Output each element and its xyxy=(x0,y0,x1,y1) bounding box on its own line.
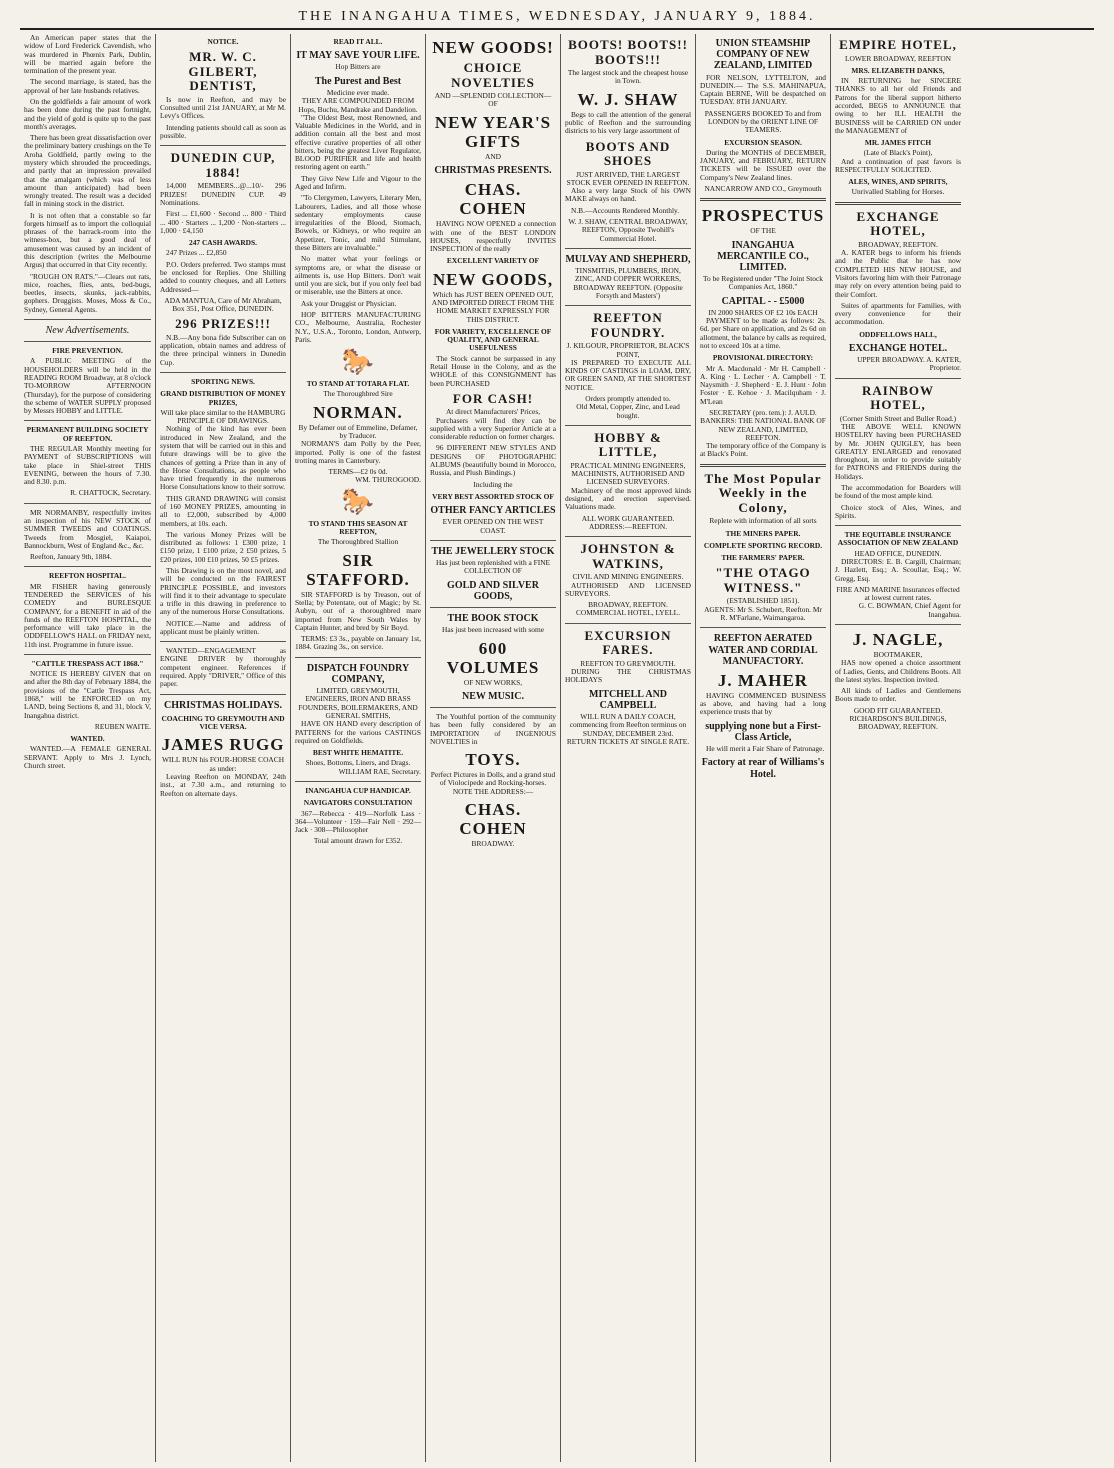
headline: Factory at rear of Williams's Hotel. xyxy=(701,757,825,780)
text-block: CIVIL AND MINING ENGINEERS. xyxy=(572,572,684,582)
text-block: Intending patients should call as soon as possible. xyxy=(160,122,286,141)
headline: CAPITAL - - £5000 xyxy=(721,295,805,307)
column-1 xyxy=(20,34,155,1462)
headline: UNION STEAMSHIP COMPANY OF NEW ZEALAND, LIMITED xyxy=(713,38,813,72)
headline: 296 PRIZES!!! xyxy=(175,316,271,332)
headline: NEW MUSIC. xyxy=(461,690,525,702)
text-block: ALL WORK GUARANTEED. xyxy=(581,513,675,523)
headline: J. NAGLE, xyxy=(852,629,944,649)
text-block: 367—Rebecca · 419—Norfolk Lass · 364—Volunteer · 159—Fair Nell · 292—Jack · 308—Philosopher xyxy=(295,808,421,835)
text-block: GOOD FIT GUARANTEED. xyxy=(853,705,943,715)
text-block: Including the xyxy=(473,479,513,489)
column-rule xyxy=(24,341,151,342)
column-rule xyxy=(835,202,961,205)
text-block: The second marriage, is stated, has the approval of her late husbands relatives. xyxy=(24,77,151,95)
headline: TO STAND THIS SEASON AT REEFTON, xyxy=(308,518,408,537)
headline: EXCHANGE HOTEL. xyxy=(848,342,948,354)
text-block: (ESTABLISHED 1851). xyxy=(726,596,800,606)
text-block: The accommodation for Boarders will be found of the most ample kind. xyxy=(835,483,961,501)
headline: SPORTING NEWS. xyxy=(191,377,255,387)
text-block: 247 Prizes ... £2,850 xyxy=(166,248,227,258)
text-block: And a continuation of past favors is RESPECTFULLY SOLICITED. xyxy=(835,156,961,174)
text-block: The Youthful portion of the community has been fully considered by an IMPORTATION of INGENIOUS NOVELTIES in xyxy=(430,712,556,746)
text-block: WILL RUN A DAILY COACH, commencing from Reefton terminus on SUNDAY, DECEMBER 23rd. xyxy=(569,711,687,738)
column-rule xyxy=(430,540,556,541)
text-block: W. J. SHAW, CENTRAL BROADWAY, REEFTON, Opposite Twohill's Commercial Hotel. xyxy=(568,217,688,243)
headline: FOR VARIETY, EXCELLENCE OF QUALITY, AND GENERAL USEFULNESS xyxy=(434,326,552,353)
text-block: REUBEN WAITE. xyxy=(94,721,151,731)
column-rule xyxy=(295,781,421,782)
text-block: 14,000 MEMBERS...@...10/- 296 PRIZES! DUNEDIN CUP. 49 Nominations. xyxy=(160,181,286,207)
text-block: PRACTICAL MINING ENGINEERS, MACHINISTS, AUTHORISED AND LICENSED SURVEYORS. xyxy=(570,460,686,487)
text-block: BROADWAY. xyxy=(471,839,515,849)
text-block: SIR STAFFORD is by Treason, out of Stella; by Potentate, out of Magic; by St. Aubyn, out of a thoroughbred mare imported from New South Wales by Captain Hunter, and bred by Sir Boyd. xyxy=(295,589,421,632)
text-block: He will merit a Fair Share of Patronage. xyxy=(706,744,825,754)
headline: JOHNSTON & WATKINS, xyxy=(580,541,676,571)
text-block: LOWER BROADWAY, REEFTON xyxy=(844,53,951,63)
headline: COACHING TO GREYMOUTH AND VICE VERSA. xyxy=(161,713,285,732)
headline: CHRISTMAS PRESENTS. xyxy=(434,165,552,177)
text-block: The various Money Prizes will be distributed as follows: 1 £300 prize, 1 £150 prize, 1 £100 prize, 2 £50 prizes, 5 £20 prizes, 100 £10 prizes, 50 £5 prizes. xyxy=(160,529,286,564)
headline: supplying none but a First-Class Article, xyxy=(705,720,821,743)
text-block: Shoes, Bottoms, Liners, and Drags. xyxy=(305,758,411,768)
headline: REEFTON FOUNDRY. xyxy=(590,310,666,340)
headline: INANGAHUA CUP HANDICAP. xyxy=(305,785,411,795)
text-block: Also a very large Stock of his OWN MAKE always on hand. xyxy=(565,186,691,204)
text-block: Is now in Reefton, and may be Consulted until 21st JANUARY, at Mr M. Levy's Offices. xyxy=(160,94,286,121)
column-rule xyxy=(700,627,826,628)
text-block: Begs to call the attention of the general public of Reefton and the surrounding districts to his very large assortment of xyxy=(565,109,691,136)
headline: NOTICE. xyxy=(207,37,239,46)
text-block: BANKERS: THE NATIONAL BANK OF NEW ZEALAND, LIMITED, REEFTON. xyxy=(700,416,826,442)
headline: TO STAND AT TOTARA FLAT. xyxy=(306,379,410,389)
column-rule xyxy=(700,198,826,201)
text-block: NOTICE IS HEREBY GIVEN that on and after the 8th day of February 1884, the provisions of the "Cattle Trespass Act, 1868," will be ENFORCED on my LAND, being Sections 8, and 31, block V, Inangahua district. xyxy=(24,669,151,720)
column-6 xyxy=(695,34,830,1462)
text-block: There has been great dissatisfaction over the preliminary battery crushings on the Te Aroha Goldfield, partly owing to the mystery which shrouded the proceedings, and partly that an impression prevailed that the amalgam (which was of less amount than anticipated) had been wrongly treated. The result was a decided fall in mining stock in the district. xyxy=(24,133,152,209)
headline: RAINBOW HOTEL, xyxy=(861,382,934,413)
text-block: HOP BITTERS MANUFACTURING CO., Melbourne, Australia, Rochester N.Y., U.S.A., Toronto, London, Antwerp, Paris. xyxy=(295,309,421,344)
text-block: NORMAN'S dam Polly by the Peer, imported. Polly is one of the fastest trotting mares in Canterbury. xyxy=(295,439,421,465)
headline: EXCURSION SEASON. xyxy=(724,137,802,147)
text-block: THE REGULAR Monthly meeting for PAYMENT of SUBSCRIPTIONS will take place in Shiel-street THIS EVENING, between the hours of 7.30. and 8.30. p.m. xyxy=(24,444,151,487)
text-block: Purchasers will find they can be supplied with a very Superior Article at a considerable reduction on former charges. xyxy=(430,415,556,442)
text-block: The temporary office of the Company is at Black's Point. xyxy=(700,441,826,459)
column-rule xyxy=(565,623,691,624)
text-block: Perfect Pictures in Dolls, and a grand stud of Violocipede and Rocking-horses. xyxy=(430,770,556,788)
text-block: BOOTMAKER, xyxy=(873,650,923,660)
text-block: Choice stock of Ales, Wines, and Spirits. xyxy=(835,502,961,520)
headline: MR. JAMES FITCH xyxy=(864,138,932,148)
text-block: Nothing of the kind has ever been introduced in New Zealand, and the system that will be carried out in this and future drawings will be to give the chances of getting a Prize than in any of the Horse Consultations, as people who have tried frequently in the numerous Horse Consultations know to their sorrow. xyxy=(160,424,286,492)
text-block: NOTE THE ADDRESS:— xyxy=(452,786,534,796)
text-block: Which has JUST BEEN OPENED OUT, AND IMPORTED DIRECT FROM THE HOME MARKET EXPRESSLY FOR THIS DISTRICT. xyxy=(431,289,555,324)
column-5 xyxy=(560,34,695,1462)
text-block: AND xyxy=(484,151,501,161)
headline: THE MINERS PAPER. xyxy=(725,528,801,538)
headline: GOLD AND SILVER GOODS, xyxy=(447,579,539,602)
headline: EXCURSION FARES. xyxy=(584,627,672,658)
headline: TOYS. xyxy=(465,750,521,770)
text-block: It is not often that a constable so far forgets himself as to import the colloquial phrases of the barrack-room into the witness-box, but a good deal of amusement was caused by an incident of this description (writes the Melbourne Argus) that occurred in that City recently. xyxy=(24,210,151,270)
text-block: An American paper states that the widow of Lord Frederick Cavendish, who was murdered in Phœnix Park, Dublin, will be married again before the termination of the present year. xyxy=(24,34,151,76)
text-block: J. KILGOUR, PROPRIETOR, BLACK'S POINT, xyxy=(566,341,690,359)
column-rule xyxy=(700,464,826,467)
columns-container xyxy=(20,34,1100,1462)
headline: THE JEWELLERY STOCK xyxy=(431,545,555,557)
headline: CHAS. COHEN xyxy=(459,800,527,839)
text-block: HAVING COMMENCED BUSINESS as above, and having had a long experience trusts that by xyxy=(700,690,826,717)
headline: MITCHELL AND CAMPBELL xyxy=(588,688,668,711)
text-block: AUTHORISED AND LICENSED SURVEYORS. xyxy=(565,580,691,598)
text-block: TERMS—£2 0s 0d. xyxy=(328,467,388,477)
text-block: FIRE AND MARINE Insurances effected at lowest current rates. xyxy=(836,584,960,603)
column-7 xyxy=(830,34,965,1462)
headline: HOBBY & LITTLE, xyxy=(594,429,662,460)
column-rule xyxy=(430,607,556,608)
text-block: Reefton, January 9th, 1884. xyxy=(30,552,112,562)
text-block: HEAD OFFICE, DUNEDIN. xyxy=(854,548,942,558)
text-block: WM. THUROGOOD. xyxy=(355,475,421,485)
text-block: PASSENGERS BOOKED To and from LONDON by the ORIENT LINE OF TEAMERS. xyxy=(704,108,822,135)
text-block: A. KATER begs to inform his friends and the Public that he has now COMPLETED HIS NEW HOUSE, and Visitors favoring him with their Patronage may rely on every attention being paid to their Comfort. xyxy=(835,248,961,299)
headline: CHAS. COHEN xyxy=(459,180,527,219)
text-block: COMMERCIAL HOTEL, LYELL. xyxy=(575,608,681,618)
text-block: IS PREPARED TO EXECUTE ALL KINDS OF CASTINGS in LOAM, DRY, OR GREEN SAND, AT THE SHORTEST NOTICE. xyxy=(565,357,691,392)
text-block: OF THE xyxy=(750,226,776,236)
text-block: RICHARDSON'S BUILDINGS, BROADWAY, REEFTON. xyxy=(849,713,947,732)
text-block: The Stock cannot be surpassed in any Retail House in the Colony, and as the WHOLE of this CONSIGNMENT has been PURCHASED xyxy=(430,353,556,388)
headline: CHRISTMAS HOLIDAYS. xyxy=(164,699,282,711)
text-block: LIMITED, GREYMOUTH, ENGINEERS, IRON AND BRASS FOUNDERS, BOILERMAKERS, AND GENERAL SMITHS, xyxy=(298,686,418,720)
headline: EXCELLENT VARIETY OF xyxy=(446,256,540,266)
column-rule xyxy=(295,657,421,658)
text-block: To be Registered under "The Joint Stock Companies Act, 1860." xyxy=(703,274,823,292)
text-block: N.B.—Accounts Rendered Monthly. xyxy=(571,205,680,215)
headline: BOOTS! BOOTS!! BOOTS!!! xyxy=(568,37,688,67)
headline: SIR STAFFORD. xyxy=(306,550,410,589)
text-block: MR NORMANBY, respectfully invites an inspection of his NEW STOCK of SUMMER TWEEDS and COATINGS. Tweeds from Mosgiel, Kaiapoi, Bannockburn, West of England &c., &c. xyxy=(24,507,151,550)
text-block: On the goldfields a fair amount of work has been done during the past fortnight, and the yield of gold is quite up to the past month's averages. xyxy=(24,96,151,131)
text-block: THIS GRAND DRAWING will consist of 160 MONEY PRIZES, amounting in all to £2,000, subscribed by 4,000 members, at 10s. each. xyxy=(160,493,286,528)
text-block: They Give New Life and Vigour to the Aged and Infirm. xyxy=(295,173,421,192)
headline: FOR CASH! xyxy=(452,390,534,406)
text-block: WANTED.—A FEMALE GENERAL SERVANT. Apply to Mrs J. Lynch, Church street. xyxy=(24,744,151,770)
column-rule xyxy=(835,525,961,526)
text-block: This Drawing is on the most novel, and will be conducted on the FAIREST PRINCIPLE POSSIBLE, and investors will find it to their advantage to speculate a trifle in this drawing in preference to any of the numerous Horse Consultations. xyxy=(160,565,286,617)
column-rule xyxy=(24,319,151,320)
text-block: DURING THE CHRISTMAS HOLIDAYS xyxy=(565,667,691,685)
text-block: REEFTON TO GREYMOUTH. xyxy=(580,658,676,668)
text-block: (Corner Smith Street and Buller Road.) xyxy=(839,413,957,423)
headline: J. MAHER xyxy=(717,670,809,690)
text-block: "The Oldest Best, most Renowned, and Valuable Medicines in the World, and in addition contain all the best and most effective curative properties of all other bitters, being the greatest Liver Regulator, BLOOD PURIFIER and life and health restoring agent on earth." xyxy=(295,112,421,172)
text-block: Has just been replenished with a FINE COLLECTION OF xyxy=(435,558,551,576)
masthead: THE INANGAHUA TIMES, WEDNESDAY, JANUARY 9, 1884. xyxy=(20,6,1094,30)
text-block: G. C. BOWMAN, Chief Agent for Inangahua. xyxy=(858,601,961,619)
headline: The Most Popular Weekly in the Colony, xyxy=(704,470,822,515)
column-3 xyxy=(290,34,425,1462)
text-block: THEY ARE COMPOUNDED FROM Hops, Buchu, Mandrake and Dandelion. xyxy=(298,96,418,114)
column-rule xyxy=(565,425,691,426)
headline: INANGAHUA MERCANTILE CO., LIMITED. xyxy=(717,239,809,273)
headline: DUNEDIN CUP, 1884! xyxy=(170,150,276,180)
text-block: IN 2000 SHARES OF £2 10s EACH xyxy=(708,307,818,317)
column-rule xyxy=(565,305,691,306)
headline: REEFTON HOSPITAL. xyxy=(49,571,126,581)
text-block: The Thoroughbred Stallion xyxy=(317,537,399,547)
text-block: RETURN TICKETS AT SINGLE RATE. xyxy=(566,736,690,746)
headline: EMPIRE HOTEL, xyxy=(839,37,957,52)
text-block: Old Metal, Copper, Zinc, and Lead bought. xyxy=(576,402,680,420)
column-rule xyxy=(160,372,286,373)
text-block: The largest stock and the cheapest house in Town. xyxy=(567,68,689,86)
headline: NEW GOODS, xyxy=(432,269,554,289)
text-block: SECRETARY (pro. tem.): J. AULD. xyxy=(709,407,817,417)
headline: THE BOOK STOCK xyxy=(447,613,539,625)
text-block: At direct Manufacturers' Prices, xyxy=(445,407,541,417)
text-block: ADDRESS:—REEFTON. xyxy=(588,521,668,531)
text-block: MR FISHER having generously TENDERED the SERVICES of his COMEDY and BURLESQUE COMPANY, for a BENEFIT in aid of the funds of the REEFTON HOSPITAL, the performance will take place in the ODDFELLOW'S HALL on FRIDAY next, 11th inst. Programme in future issue. xyxy=(24,581,151,649)
headline: The Purest and Best xyxy=(314,75,402,87)
text-block: Will take place similar to the HAMBURG PRINCIPLE OF DRAWINGS. xyxy=(160,407,286,426)
headline: MULVAY AND SHEPHERD, xyxy=(565,253,691,265)
text-block: NANCARROW AND CO., Greymouth xyxy=(704,183,822,193)
text-block: P.O. Orders preferred. Two stamps must be enclosed for Replies. One Shilling added to country cheques, and all Letters Addressed— xyxy=(160,259,286,294)
text-block: ADA MANTUA, Care of Mr Abraham, Box 351, Post Office, DUNEDIN. xyxy=(164,295,282,314)
horse-icon: 🐎 xyxy=(341,347,375,377)
column-4 xyxy=(425,34,560,1462)
column-rule xyxy=(24,654,151,655)
text-block: UPPER BROADWAY. A. KATER, Proprietor. xyxy=(857,355,961,373)
headline: "CATTLE TRESPASS ACT 1868." xyxy=(31,658,144,668)
text-block: HAVING NOW OPENED a connection with one of the BEST LONDON HOUSES, respectfully INVITES INSPECTION of the really xyxy=(430,219,556,254)
column-rule xyxy=(835,624,961,625)
text-block: (Late of Black's Point), xyxy=(863,148,933,158)
headline: ALES, WINES, AND SPIRITS, xyxy=(848,177,948,187)
text-block: PAYMENT to be made as follows: 2s. 6d. per Share on application, and 2s 6d on allotment, the balance by calls as required, not to exceed 10s at a time. xyxy=(700,316,827,350)
column-rule xyxy=(160,694,286,695)
text-block: N.B.—Any bona fide Subscriber can on application, obtain names and address of the three principal winners in Dunedin Cup. xyxy=(160,332,286,367)
headline: WANTED. xyxy=(70,734,105,744)
text-block: "ROUGH ON RATS."—Clears out rats, mice, roaches, flies, ants, bed-bugs, beetles, insects, skunks, jack-rabbits, gophers. Druggists. Moses, Moss & Co., Sydney, General Agents. xyxy=(24,271,151,314)
headline: W. J. SHAW xyxy=(577,89,679,109)
text-block: BROADWAY, REEFTON. xyxy=(858,239,938,249)
column-rule xyxy=(160,145,286,146)
headline: PROSPECTUS xyxy=(701,206,825,226)
text-block: During the MONTHS of DECEMBER, JANUARY, and FEBRUARY, RETURN TICKETS will be ISSUED over the Company's New Zealand lines. xyxy=(700,147,826,182)
headline: DISPATCH FOUNDRY COMPANY, xyxy=(306,662,410,685)
text-block: Medicine ever made. xyxy=(326,87,390,97)
headline: NEW YEAR'S GIFTS xyxy=(434,112,552,151)
text-block: Suites of apartments for Families, with every convenience for their accommodation. xyxy=(835,300,961,327)
column-rule xyxy=(565,536,691,537)
headline: NORMAN. xyxy=(313,402,403,422)
headline: GRAND DISTRIBUTION OF MONEY PRIZES, xyxy=(160,389,286,407)
text-block: JUST ARRIVED, THE LARGEST STOCK EVER OPENED IN REEFTON. xyxy=(566,169,690,187)
headline: VERY BEST ASSORTED STOCK OF xyxy=(432,491,554,501)
text-block: R. CHATTOCK, Secretary. xyxy=(70,488,151,498)
text-block: First ... £1,600 · Second ... 800 · Third ... 400 · Starters ... 1,200 · Non-starters ... 1,000 · £4,150 xyxy=(160,209,286,235)
text-block: The Thoroughbred Sire xyxy=(323,389,393,399)
text-block: TERMS: £3 3s., payable on January 1st, 1884. Grazing 3s., on service. xyxy=(295,634,421,652)
text-block: A PUBLIC MEETING of the HOUSEHOLDERS will be held in the READING ROOM Broadway, at 8 o'clock TO-MORROW AFTERNOON (Thursday), for the purpose of considering the scheme of WATER SUPPLY proposed by Messrs HOBBY and LITTLE. xyxy=(24,356,151,416)
headline: 600 VOLUMES xyxy=(446,638,540,677)
headline: READ IT ALL. xyxy=(333,37,383,46)
text-block: WANTED—ENGAGEMENT as ENGINE DRIVER by thoroughly competent engineer. References if required. Apply "DRIVER," Office of this paper. xyxy=(160,646,286,689)
text-block: Mr A. Macdonald · Mr H. Campbell · A. King · L. Lecher · A. Campbell · T. Naysmith · J. Shepherd · E. J. Hunt · John Foster · E. Kehoe · J. Macilquham · J. M'Lean xyxy=(700,363,826,406)
text-block: THE ABOVE WELL KNOWN HOSTELRY having been PURCHASED by Mr. JOHN QUIGLEY, has been GREATLY ENLARGED and renovated throughout, in order to provide suitably for PATRONS and FRIENDS during the Holidays. xyxy=(835,422,961,481)
text-block: Orders promptly attended to. xyxy=(585,393,671,403)
text-block: Has just been increased with some xyxy=(441,625,544,635)
text-block: Hop Bitters are xyxy=(335,62,381,72)
headline: MR. W. C. GILBERT, DENTIST, xyxy=(188,49,258,94)
text-block: TINSMITHS, PLUMBERS, IRON, ZINC, AND COPPER WORKERS, BROADWAY REEFTON. (Opposite Forsyth and Masters') xyxy=(573,266,683,300)
text-block: DIRECTORS: E. B. Cargill, Chairman; J. Hazlett, Esq.; A. Scoullar, Esq.; W. Gregg, Esq. xyxy=(835,557,961,583)
text-block: WILL RUN his FOUR-HORSE COACH as under: xyxy=(161,755,285,773)
text-block: IN RETURNING her SINCERE THANKS to all her old Friends and Patrons for the liberal support hitherto accorded, BEGS to ANNOUNCE that owing to her ILL HEALTH the BUSINESS will be CARRIED ON under the MANAGEMENT of xyxy=(835,76,961,135)
text-block: Machinery of the most approved kinds designed, and erection supervised. Valuations made. xyxy=(565,485,691,512)
headline: JAMES RUGG xyxy=(161,735,285,755)
text-block: OF NEW WORKS, xyxy=(463,677,523,687)
column-rule xyxy=(430,707,556,708)
text-block: Leaving Reefton on MONDAY, 24th inst., at 7.30 a.m., and returning to Reefton on alternate days. xyxy=(160,771,286,798)
column-rule xyxy=(24,566,151,567)
text-block: AND —SPLENDID COLLECTION— OF xyxy=(434,91,552,109)
text-block: Total amount drawn for £352. xyxy=(313,836,403,846)
headline: NAVIGATORS CONSULTATION xyxy=(303,798,413,808)
text-block: By Defamer out of Emmeline, Defamer, by Traducer. xyxy=(298,422,418,441)
column-2 xyxy=(155,34,290,1462)
headline: NEW GOODS! xyxy=(432,38,554,57)
headline: MRS. ELIZABETH DANKS, xyxy=(851,65,945,75)
headline: PERMANENT BUILDING SOCIETY OF REEFTON. xyxy=(26,425,149,443)
headline: COMPLETE SPORTING RECORD. xyxy=(703,540,823,550)
column-rule xyxy=(24,503,151,504)
text-block: No matter what your feelings or symptoms are, or what the disease or ailments is, use Hop Bitters. Don't wait until you are sick, but if you only feel bad or miserable, use the Bitters at once. xyxy=(295,254,421,297)
headline: "THE OTAGO WITNESS." xyxy=(715,565,811,595)
headline: EXCHANGE HOTEL, xyxy=(856,208,940,239)
headline: THE EQUITABLE INSURANCE ASSOCIATION OF NEW ZEALAND xyxy=(837,530,959,548)
headline: IT MAY SAVE YOUR LIFE. xyxy=(296,50,420,62)
text-block: BROADWAY, REEFTON. xyxy=(588,600,668,610)
text-block: HAVE ON HAND every description of PATTERNS for the various CASTINGS required on Goldfields. xyxy=(295,719,421,745)
text-block: HAS now opened a choice assortment of Ladies, Gents, and Childrens Boots. All the latest styles. Inspection invited. xyxy=(835,658,961,684)
text-block: 96 DIFFERENT NEW STYLES AND DESIGNS OF PHOTOGRAPHIC ALBUMS (beautifully bound in Morocco, Russia, and Plush Bindings.) xyxy=(430,443,556,478)
column-rule xyxy=(565,248,691,249)
headline: FIRE PREVENTION. xyxy=(52,346,123,356)
column-rule xyxy=(160,641,286,642)
headline: CHOICE NOVELTIES xyxy=(451,60,535,90)
text-block: AGENTS: Mr S. Schubert, Reefton. Mr R. M'Farlane, Waimangaroa. xyxy=(704,604,822,623)
horse-icon: 🐎 xyxy=(341,486,375,516)
text-block: NOTICE.—Name and address of applicant must be plainly written. xyxy=(160,618,286,636)
headline: BOOTS AND SHOES xyxy=(585,138,671,169)
column-rule xyxy=(835,378,961,379)
text-block: Ask your Druggist or Physician. xyxy=(301,298,397,308)
column-rule xyxy=(24,420,151,421)
text-block: WILLIAM RAE, Secretary. xyxy=(338,766,421,776)
headline: OTHER FANCY ARTICLES xyxy=(430,505,556,517)
headline: PROVISIONAL DIRECTORY: xyxy=(712,353,814,363)
text-block: Replete with information of all sorts xyxy=(709,516,817,526)
headline: 247 CASH AWARDS. xyxy=(189,238,257,248)
headline: REEFTON AERATED WATER AND CORDIAL MANUFACTORY. xyxy=(708,633,818,667)
text-block: Unrivalled Stabling for Horses. xyxy=(851,187,945,197)
text-block: "To Clergymen, Lawyers, Literary Men, Labourers, Ladies, and all those whose sedentary employments cause irregularities of the Blood, Stomach, Bowels, or Kidneys, or who require an Appetizer, Tonic, and mild Stimulant, these Bitters are invaluable." xyxy=(295,193,421,252)
headline: THE FARMERS' PAPER. xyxy=(721,553,805,563)
headline: ODDFELLOWS HALL, xyxy=(859,329,937,339)
section-heading: New Advertisements. xyxy=(45,325,130,336)
headline: BEST WHITE HEMATITE. xyxy=(312,748,404,758)
text-block: FOR NELSON, LYTTELTON, and DUNEDIN.— The S.S. MAHINAPUA, Captain BERNE, Will be despatched on TUESDAY. 8TH JANUARY. xyxy=(700,72,826,107)
text-block: EVER OPENED ON THE WEST COAST. xyxy=(442,517,544,535)
text-block: All kinds of Ladies and Gentlemens Boots made to order. xyxy=(835,686,961,704)
